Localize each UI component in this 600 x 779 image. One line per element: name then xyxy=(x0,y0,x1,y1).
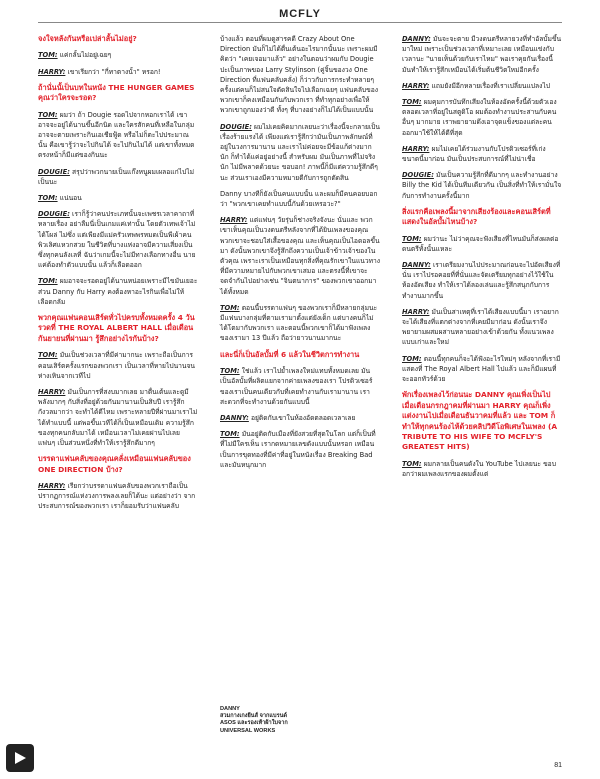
answer-text: เขาเรียกว่า "กี่ทาตางนั้า" หรอก! xyxy=(67,67,161,76)
answer-paragraph xyxy=(38,276,198,307)
answer-paragraph xyxy=(402,34,562,75)
answer-text: ผมว่า ถ้า Dougie รอดไปจากหอกเราได้ เขาอาจจะอยู่ได้นานขึ้นอีกนิด และใครสักคนที่เหลือในกลุ่มอาจจะตายเพราะกินเอเชียฟู้ด หรือไม่ก็ตะไปประมาณนั้น คือเขารู้ว่าจะไปกินได้ จะไปกินไม่ได้ แต่เขาทั้งหมดตรงหน้าก็มีแต่ของกินนะ xyxy=(38,110,195,160)
answer-paragraph xyxy=(402,97,562,138)
answer-text: บ้างแล้ว ตอนที่ผมดูสารคดี Crazy About One Direction มันก็ไม่ได้ตื่นเต้นอะไรมากนั้นนะ เพราะผมมีคิดว่า "เคยเจอมาแล้ว" อย่างในตอนว่าผมกับ Dougie ปะเป็นภาพของ Larry Stylinson (คู่จิ้นของวง One Direction ที่แฟนคลับคลั่ง) ก็ว่าวกับการกระทำหลายๆ ครั้งแต่คนก็ไม่สนใจตัดสินใจไปเลือกเฉยๆ แฟนคลับของพวกเขาก็คงเหมือนกันกับพวกเรา ที่ทำทุกอย่างเพื่อให้พวกเขาถูกมองว่าดี ทั้งๆ ที่บางอย่างก็ไม่ได้เป็นแบบนั้น xyxy=(220,35,379,115)
answer-paragraph xyxy=(220,215,380,297)
question-heading: ถ้านั่นนั้เป็นบทในหนัง THE HUNGER GAMES คุณว่าใครจะรอด? xyxy=(38,82,195,103)
page-number: 81 xyxy=(554,762,562,769)
answer-paragraph xyxy=(402,234,562,254)
column-1 xyxy=(38,34,198,518)
answer-paragraph xyxy=(38,350,198,381)
play-icon xyxy=(12,750,28,766)
answer-text: แถมยังมีอีกหลายเรื่องที่เราเปลี่ยนแปลงไป xyxy=(431,81,550,90)
answer-text: ตอนนี้บรรดาแฟนๆ ของพวกเราก็มีหลายกลุ่มนะ มีแฟนบางกลุ่มที่ตามเรามาตั้งแต่ยังเด็ก แต่บางคนก็ไม่ได้โตมากับพวกเรา และตอนนี้พวกเขาก็ได้มาฟังเพลงของเรามา 13 ปีแล้ว ถือว่ายาวนานมากนะ xyxy=(220,303,378,343)
header-rule xyxy=(38,22,562,23)
speaker-label: HARRY: xyxy=(38,67,66,76)
speaker-label: HARRY: xyxy=(402,81,430,90)
play-button[interactable] xyxy=(6,744,34,772)
answer-text: เรียกว่าบรรดาแฟนคลับของพวกเราถือเป็นปรากฏการณ์แห่งวงการพลงเลยก็ได้นะ แต่อย่างว่า จากประสบการณ์ของพวกเรา เราก็ยอมรับว่าแฟนคลับ xyxy=(38,481,196,511)
answer-text: Danny บางทีก็ยังเป็นคนแบบนั้น และผมก็มีคนคอยบอกว่า "พวกเขาเคยทำแบบนี้กันด้วยเหรอวะ?" xyxy=(220,189,378,209)
answer-text: ผมไม่เคยคิดมากเลยนะว่าเรื่องนี้จะกลายเป็นเรื่องร้ายแรงได้ เพียงแต่เรารู้สึกว่ามันเป็นภาพลักษณ์ที่อยู่ในวงการมานาน และเราไม่ค่อยจะมีข้อแก้ต่างมากนัก ก็ทำได้แค่อยู่อย่างนี้ สำหรับผม มันเป็นภาพที่ไม่จริงนัก ไม่มีพลาดด้วยนะ ขอบอก! ภาพนี้ก็มีแต่ความรู้สึกดีๆ นะ ส่วนเราเองมีความหมายดีกับการถูกตัดสิน xyxy=(220,122,380,182)
answer-paragraph xyxy=(402,260,562,301)
answer-paragraph xyxy=(220,429,380,470)
speaker-label: HARRY: xyxy=(38,387,66,396)
speaker-label: HARRY: xyxy=(402,144,430,153)
column-2 xyxy=(220,34,380,476)
answer-paragraph xyxy=(402,170,562,201)
answer-text: ผมกลายเป็นคนดังใน YouTube ไปเลยนะ ขอบอกว่าผมเพลงแรกของผมตั้งแต่ xyxy=(402,459,556,478)
answer-paragraph xyxy=(38,67,198,77)
answer-paragraph xyxy=(38,481,198,512)
answer-text: ใช่แล้ว เราไปย้ำเพลงใหม่แทบทั้งหมดเลย มันเป็นอัลบั้มที่ผลิตแยกจากค่ายเพลงของเรา โปรดิวเซอร์ของเราเป็นคนเดียวกับที่เคยทำงานกับเรามานาน เราสะดวกที่จะทำงานด้วยกันแบบนี้ xyxy=(220,367,373,406)
answer-text: มันเป็นช่วงเวลาที่มีค่ามากนะ เพราะถือเป็นการคอนเสิร์ตครั้งแรกของพวกเรา เป็นเวลาที่หายไปนานจนห่างเหินจากเวทีไป xyxy=(38,351,195,380)
speaker-label: TOM: xyxy=(402,459,422,468)
answer-text: ผมคุมการบันทึกเสียงในห้องอัดครั้งนี้ด้วยตัวเอง ตลอดเวลาที่อยู่ในสตูดิโอ ผมต้องทำงานประสานกับคนอื่นๆ มากมาย เราพยายามดึงเอาจุดแข็งของแต่ละคนออกมาใช้ให้ได้ดีที่สุด xyxy=(402,98,557,137)
answer-text: มันเป็นการที่สงบมากเลย มาตื่นเต้นและดูมีพลังมากๆ กับสิ่งที่อยู่ด้วยกันมานานเป็นสิบปี เรารู้สึกกังวลมากว่า จะทำได้ดีไหม เพราะหลายปีที่ผ่านมาเราไม่ได้ทำแบบนี้ แต่พอขึ้นเวทีได้ก็เป็นเหมือนเดิม ความรู้สึกของทุกคนกลับมาได้ เหมือนเวลาไม่เคยผ่านไปเลย แฟนๆ เป็นส่วนหนึ่งที่ทำให้เรารู้สึกดีมากๆ xyxy=(38,387,198,447)
answer-paragraph xyxy=(220,303,380,344)
speaker-label: TOM: xyxy=(402,354,422,363)
answer-text: ผมอาจจะรอดอยู่ได้นานหน่อยเพราะมีไขมันเยอะ ส่วน Danny กับ Harry คงต้องหาอะไรกินเพื่อไม่ให้เลือดกลัม xyxy=(38,277,198,306)
question-heading: จงใจหลังกันหรือเปล่าลั้นไม่อยู่? xyxy=(38,34,137,43)
answer-paragraph xyxy=(402,354,562,385)
answer-text: ผมไม่เคยได้ร่วมงานกับโปรดิวเซอร์ที่เก่งขนาดนี้มาก่อน มันเป็นประสบการณ์ที่ไม่น่าเชื่อ xyxy=(402,144,546,164)
answer-paragraph xyxy=(220,34,380,116)
answer-paragraph xyxy=(38,387,198,448)
speaker-label: TOM: xyxy=(220,303,240,312)
answer-text: มันจะจะตาย มีวงดนตรีหลายวงที่ทำอัลบั้มขึ้นมาใหม่ เพราะเป็นช่วงเวลาที่เหมาะเลย เหมือนแข่งกับเวลานะ "นายเห็นด้วยกับเราไหม" พอเราคุยกันเรื่องนี้ มันทำให้เรารู้สึกเหมือนได้เริ่มต้นชีวิตใหม่อีกครั้ง xyxy=(402,35,562,74)
speaker-label: DOUGIE: xyxy=(402,171,434,180)
answer-paragraph xyxy=(220,366,380,407)
speaker-label: TOM: xyxy=(38,277,58,286)
answer-text: อยู่ติดกับเขาในห้องอัดตลอดเวลาเลย xyxy=(251,413,356,422)
question-heading: พวกคุณแฟนคอนเสิร์ตทั่วไปครบทั้งหมดครั้ง 4 วันรวดที่ THE ROYAL ALBERT HALL เมื่อเดือนกันยายนที่ผ่านมา รู้สึกอย่างไรกันบ้าง? xyxy=(38,313,195,343)
answer-text: เราก็รู้ว่าคนประเภทนั้นจะเพชรเวลาคาถาที่หลายเรื่อง อย่าลืมนี่เป็นเกมแค่เท่านั้น โดยตัวเทพเจ้าไม่ได้โผล่ ไม่ซึ่ง แต่เพียงมีแม่ครัวเทพพรหมดเป็นพีเผ้าคนพิวเลิศแหวกสวย ในชีวิตที่บางแห่งอาจมีความเสี่ยงเป็นซึ่งทุกคนลังเลที่ ฉันว่าเกมนี้จะไม่มีทางเลือกทางอื่น นายแค่ต้องทำตัวแบบนั้น แล้วก็เลือดออก xyxy=(38,210,196,270)
speaker-label: TOM: xyxy=(38,110,58,119)
speaker-label: TOM: xyxy=(402,234,422,243)
magazine-header: MCFLY xyxy=(279,8,321,20)
answer-paragraph xyxy=(220,122,380,183)
speaker-label: DOUGIE: xyxy=(38,210,70,219)
speaker-label: TOM: xyxy=(220,430,240,439)
question-heading: บรรดาแฟนคลับของคุณคลั่งเหมือนแฟนคลับของ ONE DIRECTION บ้าง? xyxy=(38,454,191,474)
answer-paragraph xyxy=(402,81,562,91)
answer-text: ตอนนี้ทุกคนก็จะได้ฟังอะไรใหม่ๆ หลังจากที่เรามีแสดงที่ The Royal Albert Hall ไปแล้ว และก็มีแผนที่จะออกทัวร์ด้วย xyxy=(402,354,561,384)
answer-text: มันเป็นความรู้สึกที่ดีมากๆ และทำงานอย่าง Billy the Kid ได้เป็นทีมเดียวกัน เป็นสิ่งที่ทำให้เรามั่นใจกับการทำงานครั้งนี้มาก xyxy=(402,171,562,200)
photo-caption xyxy=(220,706,290,735)
speaker-label: DANNY: xyxy=(220,413,249,422)
column-3 xyxy=(402,34,562,485)
answer-text: ผมว่านะ ไม่ว่าคุณจะฟังเสียงที่ไหนมันก็ส่งผลต่อดนตรีทั้งนั้นแหละ xyxy=(402,234,559,253)
answer-paragraph xyxy=(38,193,198,203)
answer-paragraph xyxy=(402,307,562,348)
caption-text: สวมกางเกงยีนส์ จากแบรนด์ ASOS และรองเท้าผ้าใบจาก UNIVERSAL WORKS xyxy=(220,713,288,734)
answer-paragraph xyxy=(402,459,562,479)
answer-text: สรุปว่าพวกนายเป็นแก๊งหนูผมเผลอแก่ไปไม่เป็นนะ xyxy=(38,167,195,186)
speaker-label: TOM: xyxy=(38,51,58,60)
speaker-label: DOUGIE: xyxy=(38,167,70,176)
answer-text: เราเตรียมงานไปประมาณก่อนจะไปอัดเสียงที่นั่น เราไปรอคอยที่ที่นั่นและจัดเตรียมทุกอย่างไว้ใช้ในห้องอัดเสียง ทำให้เราได้ลองเล่นและรู้สึกสนุกกับการทำงานมากขึ้น xyxy=(402,261,561,300)
speaker-label: HARRY: xyxy=(220,216,248,225)
speaker-label: TOM: xyxy=(402,98,422,107)
answer-text: แค่กลั้นไม่อยู่เฉยๆ xyxy=(59,51,112,60)
speaker-label: DANNY: xyxy=(402,261,431,270)
speaker-label: TOM: xyxy=(38,194,58,203)
answer-paragraph xyxy=(402,144,562,164)
speaker-label: TOM: xyxy=(38,351,58,360)
answer-paragraph xyxy=(38,209,198,270)
answer-text: มันเป็นสาเหตุที่เราได้เสียงแบบนี้มา เราอยากจะได้เสียงที่แตกต่างจากที่เคยมีมาก่อน ดังนั้นเราจึงพยายามผสมผสานหลายอย่างเข้าด้วยกัน ทั้งแนวเพลงแบบเก่าและใหม่ xyxy=(402,307,559,347)
answer-paragraph xyxy=(220,413,380,423)
answer-text: แน่นอน xyxy=(59,194,82,203)
answer-text: แต่แฟนๆ วัยรุ่นก็ช่างจริงจังนะ นั่นและ พวกเขาเห็นคุณเป็นวงดนตรีหลังจากที่ได้ยินเพลงของคุณ พวกเขาจะชอบใส่เสื้อของคุณ และเห็นคุณเป็นไอดอลขึ้นมา ดังนั้นพวกเขาจึงรู้สึกถึงความเป็นเจ้าข้าวเจ้าของในตัวคุณ เพราะเราเป็นเหมือนทุกสิ่งที่คุณรักเขาในแนวทางที่มีความหมายไปกับพวกเขาเสมอ และตรงนี้ที่เขาจะจดจำกันไปอย่างเช่น "จินตนาการ" ของพวกเขาออกมาได้ทั้งหมด xyxy=(220,216,381,296)
answer-paragraph xyxy=(38,167,198,187)
question-heading: สิ่งแรกคือเพลงนี้มาจากเสียงร้องและคอนเสิร์ตที่แสดงในอัลบั้มไหนบ้าง? xyxy=(402,206,551,227)
question-heading: และนี่ก็เป็นอัลบั้มที่ 6 แล้วในชีวิตการทำงาน xyxy=(220,349,360,359)
answer-paragraph xyxy=(38,50,198,60)
answer-paragraph xyxy=(220,189,380,209)
answer-text: มันอยู่ติดกับเมืองที่ยังสวยที่สุดในโลก แต่ก็เป็นที่ที่ไม่มีใครเห็น เรากดหมายเลขดังแบบนั้นหรอก เหมือนเป็นการขุดทองที่มีค่าที่อยู่ในหนังเรื่อง Breaking Bad และมันหนุกมาก xyxy=(220,430,376,469)
answer-paragraph xyxy=(38,110,198,161)
speaker-label: TOM: xyxy=(220,367,240,376)
speaker-label: DANNY: xyxy=(402,35,431,43)
question-heading: พักเรื่องเพลงไว้ก่อนนะ DANNY คุณเพิ่งเป็นไปเมื่อเดือนกรกฎาคมที่ผ่านมา HARRY คุณก็เพิ่งแต่งงานไปเมื่อเดือนธันวาคมที่แล้ว และ TOM ก็ทำให้ทุกคนร้องไห้ด้วยคลิปวิดีโอพิเศษในเพลง (A TRIBUTE TO HIS WIFE TO MCFLY'S GREATEST HITS) xyxy=(402,390,558,452)
speaker-label: DOUGIE: xyxy=(220,122,252,131)
caption-name: DANNY xyxy=(220,706,240,712)
speaker-label: HARRY: xyxy=(38,481,66,490)
speaker-label: HARRY: xyxy=(402,307,430,316)
